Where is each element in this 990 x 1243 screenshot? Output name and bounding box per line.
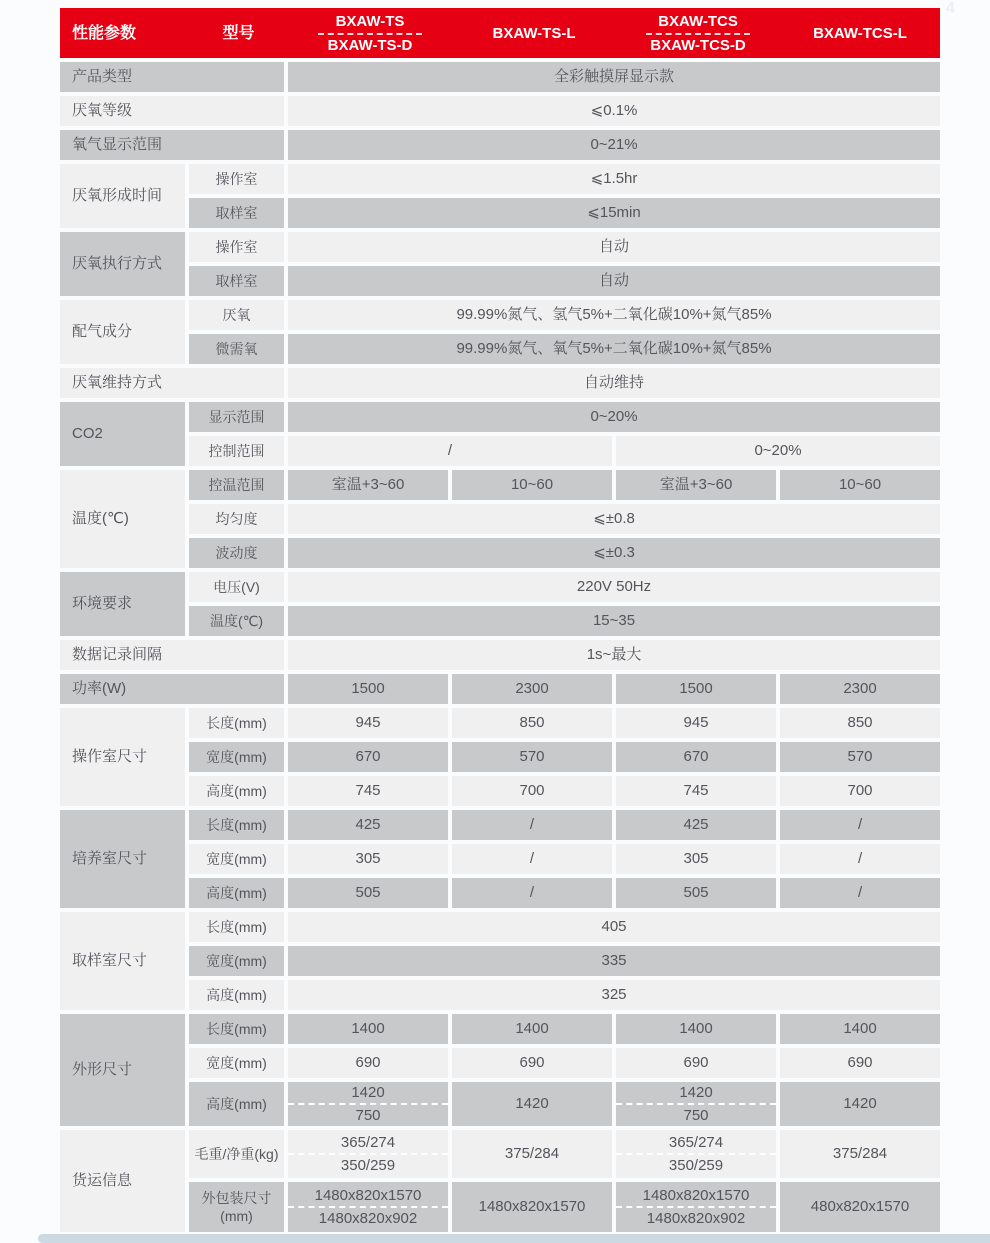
value-cell: 99.99%氮气、氢气5%+二氧化碳10%+氮气85% [288, 300, 940, 330]
table-row [60, 708, 940, 738]
value-cell: 850 [780, 708, 940, 738]
model-name: BXAW-TS-L [492, 24, 576, 42]
param-sub-cell: 高度(mm) [189, 1082, 284, 1126]
spec-table [56, 58, 944, 1236]
param-sub-cell: 显示范围 [189, 402, 284, 432]
value-cell: 室温+3~60 [288, 470, 448, 500]
table-row [60, 776, 940, 806]
value-cell: 0~21% [288, 130, 940, 160]
param-sub-cell: 高度(mm) [189, 878, 284, 908]
table-row [60, 198, 940, 228]
value-cell [616, 1130, 776, 1178]
value-cell: 10~60 [780, 470, 940, 500]
value-cell [616, 1182, 776, 1232]
split-value-top: 1480x820x1570 [314, 1187, 422, 1204]
model-name: BXAW-TCS [658, 12, 738, 30]
value-cell: 325 [288, 980, 940, 1010]
table-row [60, 640, 940, 670]
param-sub-cell: 均匀度 [189, 504, 284, 534]
param-group-cell: 厌氧执行方式 [60, 232, 185, 296]
value-cell: 1400 [288, 1014, 448, 1044]
value-cell [288, 1182, 448, 1232]
value-cell: / [288, 436, 612, 466]
value-cell: 690 [288, 1048, 448, 1078]
value-cell: 1400 [780, 1014, 940, 1044]
table-row [60, 1082, 940, 1126]
value-cell: 700 [452, 776, 612, 806]
param-group-cell: 温度(℃) [60, 470, 185, 568]
table-row [60, 1048, 940, 1078]
split-value [616, 1082, 776, 1126]
table-row [60, 1130, 940, 1178]
value-cell: 305 [616, 844, 776, 874]
value-cell: ⩽±0.3 [288, 538, 940, 568]
value-cell: 1500 [288, 674, 448, 704]
table-row [60, 504, 940, 534]
value-cell [616, 1082, 776, 1126]
table-row [60, 946, 940, 976]
value-cell: 1400 [616, 1014, 776, 1044]
param-group-cell: 货运信息 [60, 1130, 185, 1232]
value-cell: 1420 [452, 1082, 612, 1126]
param-group-cell: 配气成分 [60, 300, 185, 364]
value-cell: 2300 [452, 674, 612, 704]
param-sub-cell: 外包装尺寸(mm) [189, 1182, 284, 1232]
param-sub-cell: 长度(mm) [189, 912, 284, 942]
param-sub-cell: 微需氧 [189, 334, 284, 364]
table-row [60, 266, 940, 296]
table-row [60, 368, 940, 398]
value-cell: / [780, 878, 940, 908]
value-cell: 690 [452, 1048, 612, 1078]
split-value-top: 365/274 [340, 1134, 396, 1151]
header-model-cell [452, 8, 616, 58]
value-cell: 850 [452, 708, 612, 738]
cell-divider-dash [288, 1103, 448, 1105]
value-cell: 1420 [780, 1082, 940, 1126]
param-sub-cell: 长度(mm) [189, 1014, 284, 1044]
split-value-top: 365/274 [668, 1134, 724, 1151]
value-cell: ⩽0.1% [288, 96, 940, 126]
model-name: BXAW-TCS-D [650, 36, 746, 54]
value-cell: 670 [288, 742, 448, 772]
param-group-cell: 厌氧形成时间 [60, 164, 185, 228]
param-sub-cell: 宽度(mm) [189, 742, 284, 772]
split-value-bottom: 750 [683, 1107, 709, 1124]
param-sub-cell: 波动度 [189, 538, 284, 568]
param-group-cell: 功率(W) [60, 674, 284, 704]
value-cell: 自动 [288, 232, 940, 262]
value-cell: 1s~最大 [288, 640, 940, 670]
bottom-accent-bar [38, 1234, 990, 1243]
cell-divider-dash [616, 1103, 776, 1105]
header-model-cell [616, 8, 780, 58]
value-cell: 335 [288, 946, 940, 976]
value-cell: 505 [616, 878, 776, 908]
value-cell: 0~20% [288, 402, 940, 432]
value-cell: 自动 [288, 266, 940, 296]
value-cell: 375/284 [452, 1130, 612, 1178]
value-cell: 自动维持 [288, 368, 940, 398]
param-sub-cell: 控制范围 [189, 436, 284, 466]
value-cell: 1500 [616, 674, 776, 704]
split-value-bottom: 350/259 [668, 1157, 724, 1174]
value-cell: 0~20% [616, 436, 940, 466]
value-cell: 15~35 [288, 606, 940, 636]
param-group-cell: 厌氧维持方式 [60, 368, 284, 398]
param-group-cell: 操作室尺寸 [60, 708, 185, 806]
table-row [60, 912, 940, 942]
split-value [288, 1130, 448, 1178]
value-cell: 745 [288, 776, 448, 806]
value-cell: 1400 [452, 1014, 612, 1044]
value-cell: 945 [616, 708, 776, 738]
param-group-cell: CO2 [60, 402, 185, 466]
split-value [288, 1082, 448, 1126]
value-cell: 480x820x1570 [780, 1182, 940, 1232]
param-sub-cell: 温度(℃) [189, 606, 284, 636]
param-group-cell: 外形尺寸 [60, 1014, 185, 1126]
table-row [60, 1182, 940, 1232]
param-sub-cell: 操作室 [189, 232, 284, 262]
value-cell: 220V 50Hz [288, 572, 940, 602]
model-divider-dash [646, 33, 750, 35]
param-sub-cell: 取样室 [189, 266, 284, 296]
split-value-top: 1480x820x1570 [642, 1187, 750, 1204]
spec-table-body [60, 62, 940, 1232]
split-value-bottom: 350/259 [340, 1157, 396, 1174]
table-row [60, 164, 940, 194]
param-group-cell: 产品类型 [60, 62, 284, 92]
param-sub-cell: 宽度(mm) [189, 946, 284, 976]
page-number-watermark: 4 [946, 0, 955, 17]
param-group-cell: 取样室尺寸 [60, 912, 185, 1010]
spec-table-header [60, 8, 940, 58]
value-cell: 99.99%氮气、氧气5%+二氧化碳10%+氮气85% [288, 334, 940, 364]
value-cell: ⩽15min [288, 198, 940, 228]
value-cell [288, 1130, 448, 1178]
split-value [616, 1130, 776, 1178]
header-param-label: 性能参数 [72, 24, 137, 42]
value-cell: 670 [616, 742, 776, 772]
table-row [60, 742, 940, 772]
value-cell: 690 [780, 1048, 940, 1078]
table-row [60, 402, 940, 432]
table-row [60, 538, 940, 568]
table-row [60, 62, 940, 92]
header-model-cell [780, 8, 940, 58]
value-cell: 425 [616, 810, 776, 840]
value-cell [288, 1082, 448, 1126]
param-group-cell: 氧气显示范围 [60, 130, 284, 160]
table-row [60, 878, 940, 908]
split-value-bottom: 1480x820x902 [646, 1210, 746, 1227]
table-row [60, 810, 940, 840]
table-row [60, 436, 940, 466]
value-cell: ⩽1.5hr [288, 164, 940, 194]
value-cell: / [452, 844, 612, 874]
param-sub-cell: 电压(V) [189, 572, 284, 602]
param-sub-cell: 长度(mm) [189, 708, 284, 738]
table-row [60, 232, 940, 262]
cell-divider-dash [616, 1206, 776, 1208]
table-row [60, 334, 940, 364]
value-cell: / [452, 810, 612, 840]
cell-divider-dash [616, 1153, 776, 1155]
model-divider-dash [318, 33, 422, 35]
table-row [60, 300, 940, 330]
table-row [60, 470, 940, 500]
value-cell: 700 [780, 776, 940, 806]
split-value [616, 1182, 776, 1232]
param-sub-cell: 宽度(mm) [189, 844, 284, 874]
param-sub-cell: 长度(mm) [189, 810, 284, 840]
value-cell: ⩽±0.8 [288, 504, 940, 534]
split-value-top: 1420 [351, 1084, 385, 1101]
value-cell: 745 [616, 776, 776, 806]
value-cell: 570 [452, 742, 612, 772]
value-cell: 室温+3~60 [616, 470, 776, 500]
value-cell: 305 [288, 844, 448, 874]
value-cell: 1480x820x1570 [452, 1182, 612, 1232]
value-cell: 2300 [780, 674, 940, 704]
split-value [288, 1182, 448, 1232]
table-row [60, 674, 940, 704]
param-sub-cell: 毛重/净重(kg) [189, 1130, 284, 1178]
param-sub-cell: 高度(mm) [189, 776, 284, 806]
param-group-cell: 环境要求 [60, 572, 185, 636]
param-group-cell: 数据记录间隔 [60, 640, 284, 670]
value-cell: 570 [780, 742, 940, 772]
cell-divider-dash [288, 1153, 448, 1155]
model-name: BXAW-TCS-L [813, 24, 907, 42]
table-row [60, 572, 940, 602]
param-group-cell: 培养室尺寸 [60, 810, 185, 908]
table-row [60, 606, 940, 636]
param-sub-cell: 控温范围 [189, 470, 284, 500]
split-value-bottom: 1480x820x902 [318, 1210, 418, 1227]
model-name: BXAW-TS [335, 12, 405, 30]
param-sub-cell: 宽度(mm) [189, 1048, 284, 1078]
table-row [60, 130, 940, 160]
value-cell: 375/284 [780, 1130, 940, 1178]
table-row [60, 1014, 940, 1044]
model-name: BXAW-TS-D [327, 36, 413, 54]
value-cell: 505 [288, 878, 448, 908]
param-group-cell: 厌氧等级 [60, 96, 284, 126]
table-row [60, 96, 940, 126]
table-row [60, 980, 940, 1010]
value-cell: 690 [616, 1048, 776, 1078]
value-cell: 945 [288, 708, 448, 738]
table-row [60, 844, 940, 874]
value-cell: 405 [288, 912, 940, 942]
value-cell: 全彩触摸屏显示款 [288, 62, 940, 92]
value-cell: / [452, 878, 612, 908]
split-value-bottom: 750 [355, 1107, 381, 1124]
cell-divider-dash [288, 1206, 448, 1208]
header-model-label: 型号 [222, 24, 255, 42]
param-sub-cell: 取样室 [189, 198, 284, 228]
param-sub-cell: 操作室 [189, 164, 284, 194]
split-value-top: 1420 [679, 1084, 713, 1101]
value-cell: / [780, 810, 940, 840]
header-model-cell [288, 8, 452, 58]
param-sub-cell: 厌氧 [189, 300, 284, 330]
value-cell: / [780, 844, 940, 874]
value-cell: 10~60 [452, 470, 612, 500]
value-cell: 425 [288, 810, 448, 840]
param-sub-cell: 高度(mm) [189, 980, 284, 1010]
